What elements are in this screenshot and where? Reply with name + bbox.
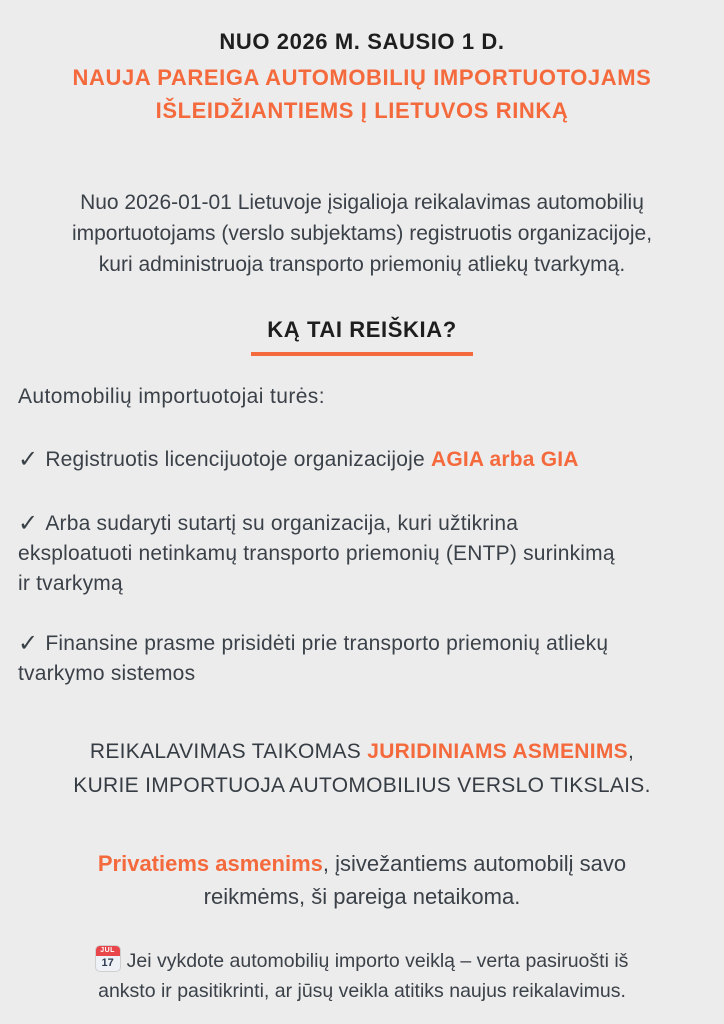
check-icon: ✓: [18, 510, 39, 537]
calendar-icon-month: JUL: [96, 946, 120, 956]
main-title-line-2: IŠLEIDŽIANTIEMS Į LIETUVOS RINKĄ: [155, 98, 569, 123]
statement-highlight: JURIDINIAMS ASMENIMS: [367, 740, 628, 763]
checklist-item-3: [18, 628, 706, 689]
check-icon: ✓: [18, 630, 39, 657]
section-heading: KĄ TAI REIŠKIA?: [251, 316, 472, 356]
statement-post: ,: [627, 740, 635, 763]
header: [18, 27, 706, 127]
checklist-item-3-line-1: Finansine prasme prisidėti prie transporto priemonių atliekų: [45, 632, 609, 655]
footer-note: [18, 946, 706, 1006]
checklist-item-2-line-2: eksploatuoti netinkamų transporto priemonių (ENTP) surinkimą: [18, 542, 615, 565]
calendar-icon: [96, 946, 120, 971]
intro-line-3: kuri administruoja transporto priemonių atliekų tvarkymą.: [98, 253, 626, 276]
lead-text: Automobilių importuotojai turės:: [18, 385, 325, 408]
checklist-item-3-line-2: tvarkymo sistemos: [18, 662, 196, 685]
applies-to-statement: [18, 735, 706, 803]
date-heading: NUO 2026 M. SAUSIO 1 D.: [219, 29, 505, 54]
calendar-icon-day: 17: [101, 957, 114, 969]
checklist-item-1-text: Registruotis licencijuotoje organizacijoje: [45, 448, 431, 471]
statement-line-2: KURIE IMPORTUOJA AUTOMOBILIUS VERSLO TIKSLAIS.: [73, 774, 651, 797]
checklist-item-2-line-1: Arba sudaryti sutartį su organizacija, kuri užtikrina: [45, 512, 519, 535]
checklist-item-2-line-3: ir tvarkymą: [18, 572, 123, 595]
checklist-item-1-highlight: AGIA arba GIA: [430, 448, 579, 471]
check-icon: ✓: [18, 446, 39, 473]
private-note-highlight: Privatiems asmenims: [97, 851, 323, 876]
intro-paragraph: [18, 187, 706, 280]
main-title-line-1: NAUJA PAREIGA AUTOMOBILIŲ IMPORTUOTOJAMS: [72, 65, 652, 90]
private-note-line-2: reikmėms, ši pareiga netaikoma.: [203, 884, 521, 909]
intro-line-2: importuotojams (verslo subjektams) registruotis organizacijoje,: [71, 222, 653, 245]
statement-pre: REIKALAVIMAS TAIKOMAS: [89, 740, 368, 763]
checklist-item-2: [18, 508, 706, 599]
intro-line-1: Nuo 2026-01-01 Lietuvoje įsigalioja reikalavimas automobilių: [80, 191, 644, 214]
footer-note-line-1: Jei vykdote automobilių importo veiklą – verta pasiruošti iš: [126, 950, 629, 972]
footer-note-line-2: anksto ir pasitikrinti, ar jūsų veikla atitiks naujus reikalavimus.: [98, 980, 626, 1002]
section-heading-wrap: [18, 316, 706, 356]
main-title: [18, 61, 706, 127]
private-note-rest: , įsivežantiems automobilį savo: [322, 851, 627, 876]
checklist-item-1: [18, 444, 706, 475]
private-persons-note: [18, 847, 706, 913]
